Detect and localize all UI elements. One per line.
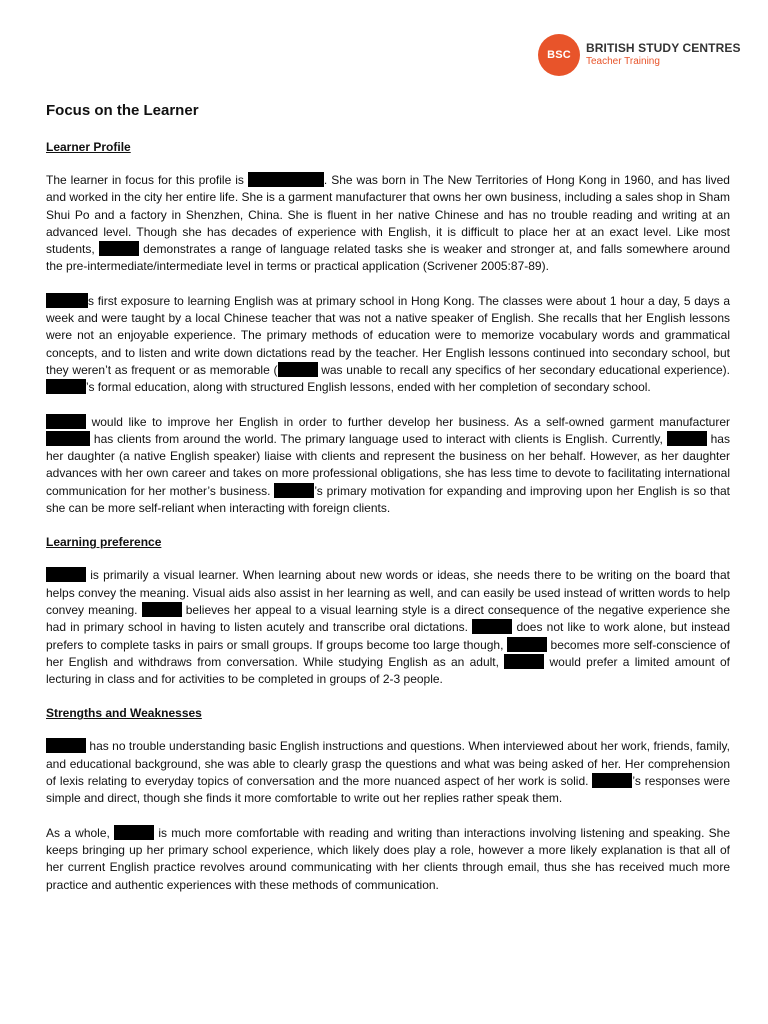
redaction-bar: [99, 241, 139, 256]
text-run: ’s responses were simple and direct, though she finds it more comfortable to write out her replies rather speak them.: [46, 774, 730, 806]
text-run: becomes more self-conscience of her English and withdraws from conversation. While studying English as an adult,: [46, 637, 730, 669]
redaction-bar: [507, 637, 547, 652]
redaction-bar: [46, 379, 86, 394]
paragraph-profile-3: [46, 414, 730, 518]
text-run: has clients from around the world. The primary language used to interact with clients is English. Currently,: [90, 431, 667, 446]
redaction-bar: [278, 362, 318, 377]
redaction-bar: [472, 619, 512, 634]
section-heading-strengths: Strengths and Weaknesses: [46, 706, 202, 721]
section-heading-learning-preference: Learning preference: [46, 535, 162, 550]
redaction-bar: [46, 738, 86, 753]
text-run: demonstrates a range of language related tasks she is weaker and stronger at, and falls somewhere around the pre-intermediate/intermediate level in terms or practical application (Scrivener 2005:87-89).: [46, 242, 731, 274]
redaction-bar: [46, 414, 86, 429]
logo-badge-text: BSC: [547, 49, 571, 61]
bsc-logo-badge: [538, 34, 580, 76]
text-run: does not like to work alone, but instead prefers to complete tasks in pairs or small groups. If groups become too large though,: [46, 620, 731, 652]
logo-wordmark: [586, 42, 741, 68]
paragraph-strengths-2: [46, 825, 730, 894]
text-run: . She was born in The New Territories of Hong Kong in 1960, and has lived and worked in the city her entire life. She is a garment manufacturer that owns her own business, including a sales shop in Sham Shui Po and a factory in Shenzhen, China. She is fluent in her native Chinese and has no trouble reading and writing at an advanced level. Though she has decades of experience with English, it is difficult to place her at an exact level. Like most students,: [46, 173, 730, 257]
redaction-bar: [504, 654, 544, 669]
redaction-bar: [592, 773, 632, 788]
bsc-logo: [538, 34, 741, 76]
redaction-bar: [274, 483, 314, 498]
logo-subtitle: Teacher Training: [586, 56, 660, 67]
document-title: Focus on the Learner: [46, 102, 199, 119]
paragraph-preference-1: [46, 567, 730, 688]
redaction-bar: [46, 431, 90, 446]
document-body: [46, 100, 730, 894]
logo-name: BRITISH STUDY CENTRES: [586, 41, 741, 55]
redaction-bar: [142, 602, 182, 617]
redaction-bar: [667, 431, 707, 446]
text-run: ’s formal education, along with structured English lessons, ended with her completion of secondary school.: [86, 380, 651, 395]
redaction-bar: [114, 825, 154, 840]
text-run: is much more comfortable with reading and writing than interactions involving listening and speaking. She keeps bringing up her primary school experience, which likely does play a role, however a more likely explanation is that all of her current English practice revolves around communicating with her clients through email, thus she has received much more practice and authentic experiences with these methods of communication.: [46, 825, 730, 892]
redaction-bar: [46, 567, 86, 582]
text-run: s first exposure to learning English was at primary school in Hong Kong. The classes were about 1 hour a day, 5 days a week and were taught by a local Chinese teacher that was not a native speaker of English. She recalls that her English lessons were not an enjoyable experience. The primary methods of education were to memorize vocabulary words and grammatical concepts, and to listen and write down dictations read by the teacher. Her English lessons continued into secondary school, but they weren’t as frequent or as memorable (: [46, 293, 730, 377]
text-run: has her daughter (a native English speaker) liaise with clients and represent the business on her behalf. However, as her daughter advances with her own career and takes on more professional obligations, she has less time to devote to facilitating international communication for her mother’s business.: [46, 431, 730, 498]
text-run: has no trouble understanding basic English instructions and questions. When interviewed about her work, friends, family, and educational background, she was able to clearly grasp the questions and what was being asked of her. Her comprehension of lexis relating to everyday topics of conversation and the more nuanced aspect of her work is solid.: [46, 739, 730, 789]
redaction-bar: [248, 172, 324, 187]
text-run: would prefer a limited amount of lecturing in class and for activities to be completed in groups of 2-3 people.: [46, 654, 730, 687]
paragraph-profile-1: [46, 172, 730, 276]
text-run: ’s primary motivation for expanding and improving upon her English is so that she can be more self-reliant when interacting with foreign clients.: [46, 483, 730, 516]
text-run: is primarily a visual learner. When learning about new words or ideas, she needs there to be writing on the board that helps convey the meaning. Visual aids also assist in her learning as well, and can easily be used instead of written words to help convey meaning.: [46, 568, 730, 617]
section-heading-learner-profile: Learner Profile: [46, 140, 131, 154]
text-run: was unable to recall any specifics of her secondary educational experience).: [317, 362, 730, 377]
paragraph-strengths-1: [46, 738, 730, 807]
text-run: The learner in focus for this profile is: [46, 173, 248, 187]
redaction-bar: [46, 293, 88, 308]
text-run: believes her appeal to a visual learning style is a direct consequence of the negative experience she had in primary school in having to listen acutely and transcribe oral dictations.: [46, 602, 730, 635]
text-run: As a whole,: [46, 825, 115, 840]
paragraph-profile-2: [46, 293, 730, 397]
text-run: would like to improve her English in order to further develop her business. As a self-owned garment manufacturer: [86, 414, 730, 429]
